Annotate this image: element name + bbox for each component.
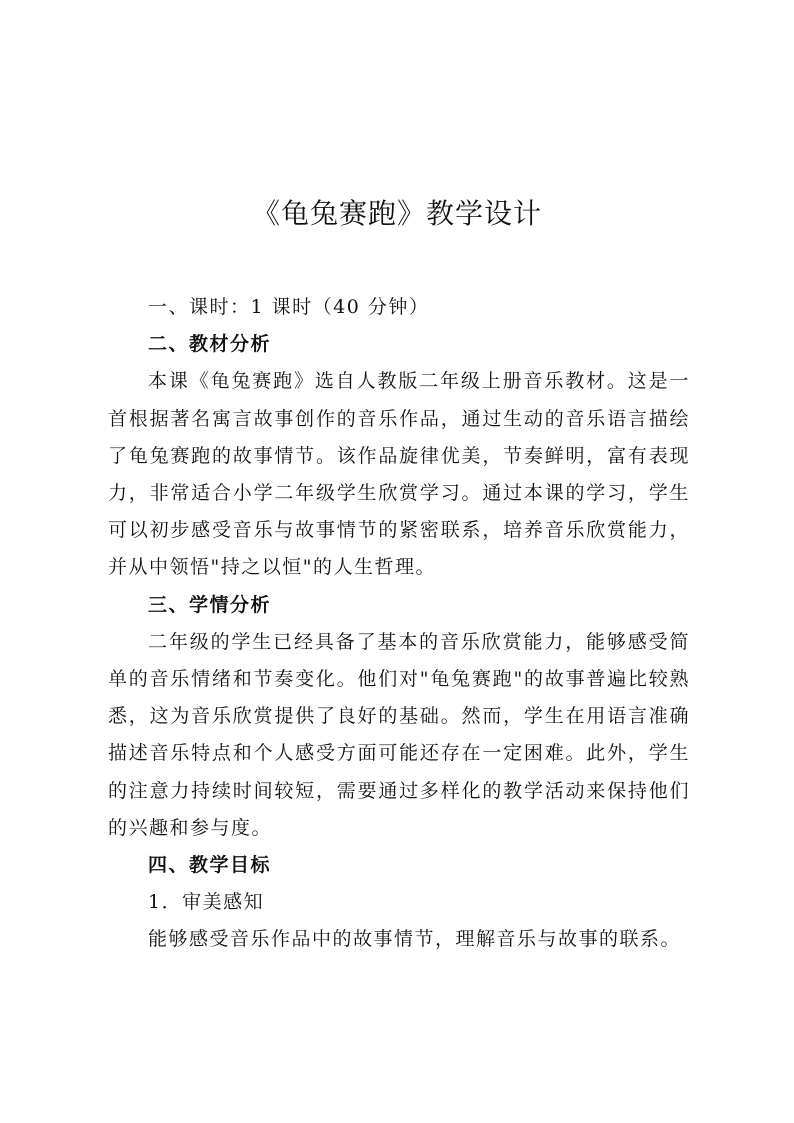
textbook-analysis-paragraph: 本课《龟兔赛跑》选自人教版二年级上册音乐教材。这是一首根据著名寓言故事创作的音乐作品，通过生动的音乐语言描绘了龟兔赛跑的故事情节。该作品旋律优美，节奏鲜明，富有表现力，非常适合小学二年级学生欣赏学习。通过本课的学习，学生可以初步感受音乐与故事情节的紧密联系，培养音乐欣赏能力，并从中领悟"持之以恒"的人生哲理。 <box>108 370 690 579</box>
student-analysis-paragraph: 二年级的学生已经具备了基本的音乐欣赏能力，能够感受简单的音乐情绪和节奏变化。他们对"龟兔赛跑"的故事普遍比较熟悉，这为音乐欣赏提供了良好的基础。然而，学生在用语言准确描述音乐特点和个人感受方面可能还存在一定困难。此外，学生的注意力持续时间较短，需要通过多样化的教学活动来保持他们的兴趣和参与度。 <box>108 630 690 839</box>
goal-aesthetic-perception-text: 能够感受音乐作品中的故事情节，理解音乐与故事的联系。 <box>148 928 682 951</box>
section-heading-textbook-analysis: 二、教材分析 <box>148 333 272 356</box>
document-title: 《龟兔赛跑》教学设计 <box>251 197 542 230</box>
lesson-duration: 一、课时：1 课时（40 分钟） <box>148 296 430 318</box>
section-heading-teaching-goals: 四、教学目标 <box>148 854 272 877</box>
section-heading-student-analysis: 三、学情分析 <box>148 593 272 616</box>
goal-heading-aesthetic-perception: 1．审美感知 <box>148 891 265 914</box>
document-body <box>108 289 690 959</box>
